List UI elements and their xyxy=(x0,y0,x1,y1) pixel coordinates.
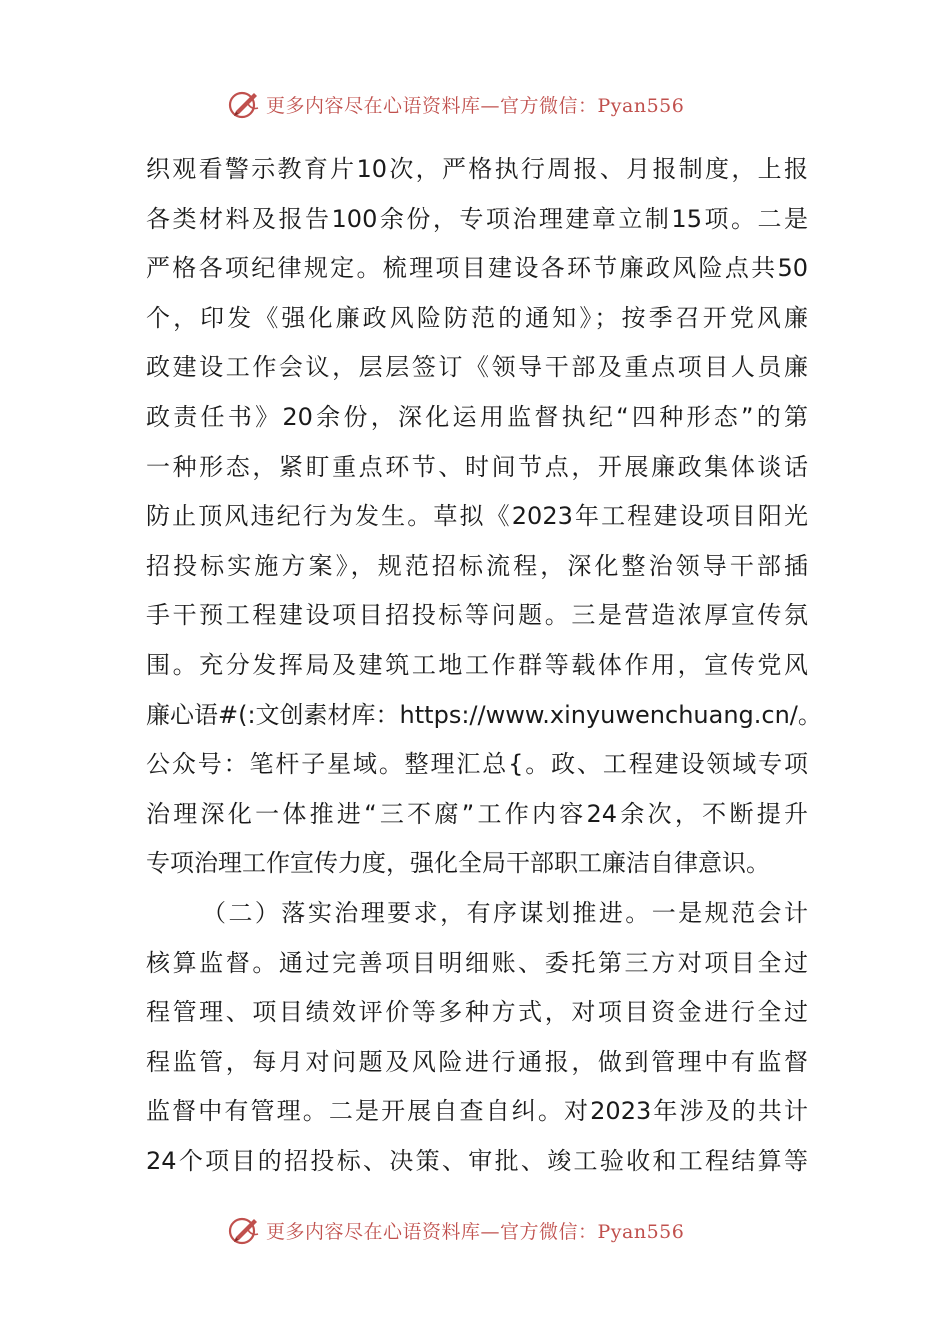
pen-logo-icon xyxy=(226,1212,262,1248)
text-line: 个，印发《强化廉政风险防范的通知》；按季召开党风廉 xyxy=(146,303,808,332)
footer-watermark-banner xyxy=(226,1210,684,1250)
text-line: 围。充分发挥局及建筑工地工作群等载体作用，宣传党风 xyxy=(146,650,808,679)
text-line: 手干预工程建设项目招投标等问题。三是营造浓厚宣传氛 xyxy=(146,601,808,630)
text-line: 监督中有管理。二是开展自查自纠。对2023年涉及的共计 xyxy=(146,1097,808,1126)
text-line: 严格各项纪律规定。梳理项目建设各环节廉政风险点共50 xyxy=(146,254,808,283)
text-line: 各类材料及报告100余份，专项治理建章立制15项。二是 xyxy=(146,204,808,233)
text-line: 程监管，每月对问题及风险进行通报，做到管理中有监督 xyxy=(146,1047,808,1076)
text-line: 织观看警示教育片10次，严格执行周报、月报制度，上报 xyxy=(146,155,808,183)
pen-logo-icon xyxy=(226,86,262,122)
text-line: 专项治理工作宣传力度，强化全局干部职工廉洁自律意识。 xyxy=(146,849,770,878)
text-line: 防止顶风违纪行为发生。草拟《2023年工程建设项目阳光 xyxy=(146,502,808,531)
text-line: 24个项目的招投标、决策、审批、竣工验收和工程结算等 xyxy=(146,1146,808,1175)
text-line: 政建设工作会议，层层签订《领导干部及重点项目人员廉 xyxy=(146,353,808,382)
text-line: 政责任书》20余份，深化运用监督执纪“四种形态”的第 xyxy=(146,402,808,431)
header-watermark-text: 更多内容尽在心语资料库—官方微信：Pyan556 xyxy=(266,94,685,117)
text-line: 一种形态，紧盯重点环节、时间节点，开展廉政集体谈话 xyxy=(146,452,808,481)
header-watermark-banner xyxy=(226,84,684,124)
document-body xyxy=(146,145,822,1186)
text-line: 程管理、项目绩效评价等多种方式，对项目资金进行全过 xyxy=(146,998,808,1027)
text-line: 核算监督。通过完善项目明细账、委托第三方对项目全过 xyxy=(146,948,808,977)
text-line: 招投标实施方案》，规范招标流程，深化整治领导干部插 xyxy=(146,551,808,580)
footer-watermark-text: 更多内容尽在心语资料库—官方微信：Pyan556 xyxy=(266,1220,685,1243)
text-line: 廉心语#(:文创素材库：https://www.xinyuwenchuang.cn/。 xyxy=(146,700,822,729)
paragraph-heading-line: （二）落实治理要求，有序谋划推进。一是规范会计 xyxy=(202,898,808,927)
text-line: 公众号：笔杆子星域。整理汇总{。政、工程建设领域专项 xyxy=(146,750,808,779)
text-line: 治理深化一体推进“三不腐”工作内容24余次，不断提升 xyxy=(146,799,808,828)
